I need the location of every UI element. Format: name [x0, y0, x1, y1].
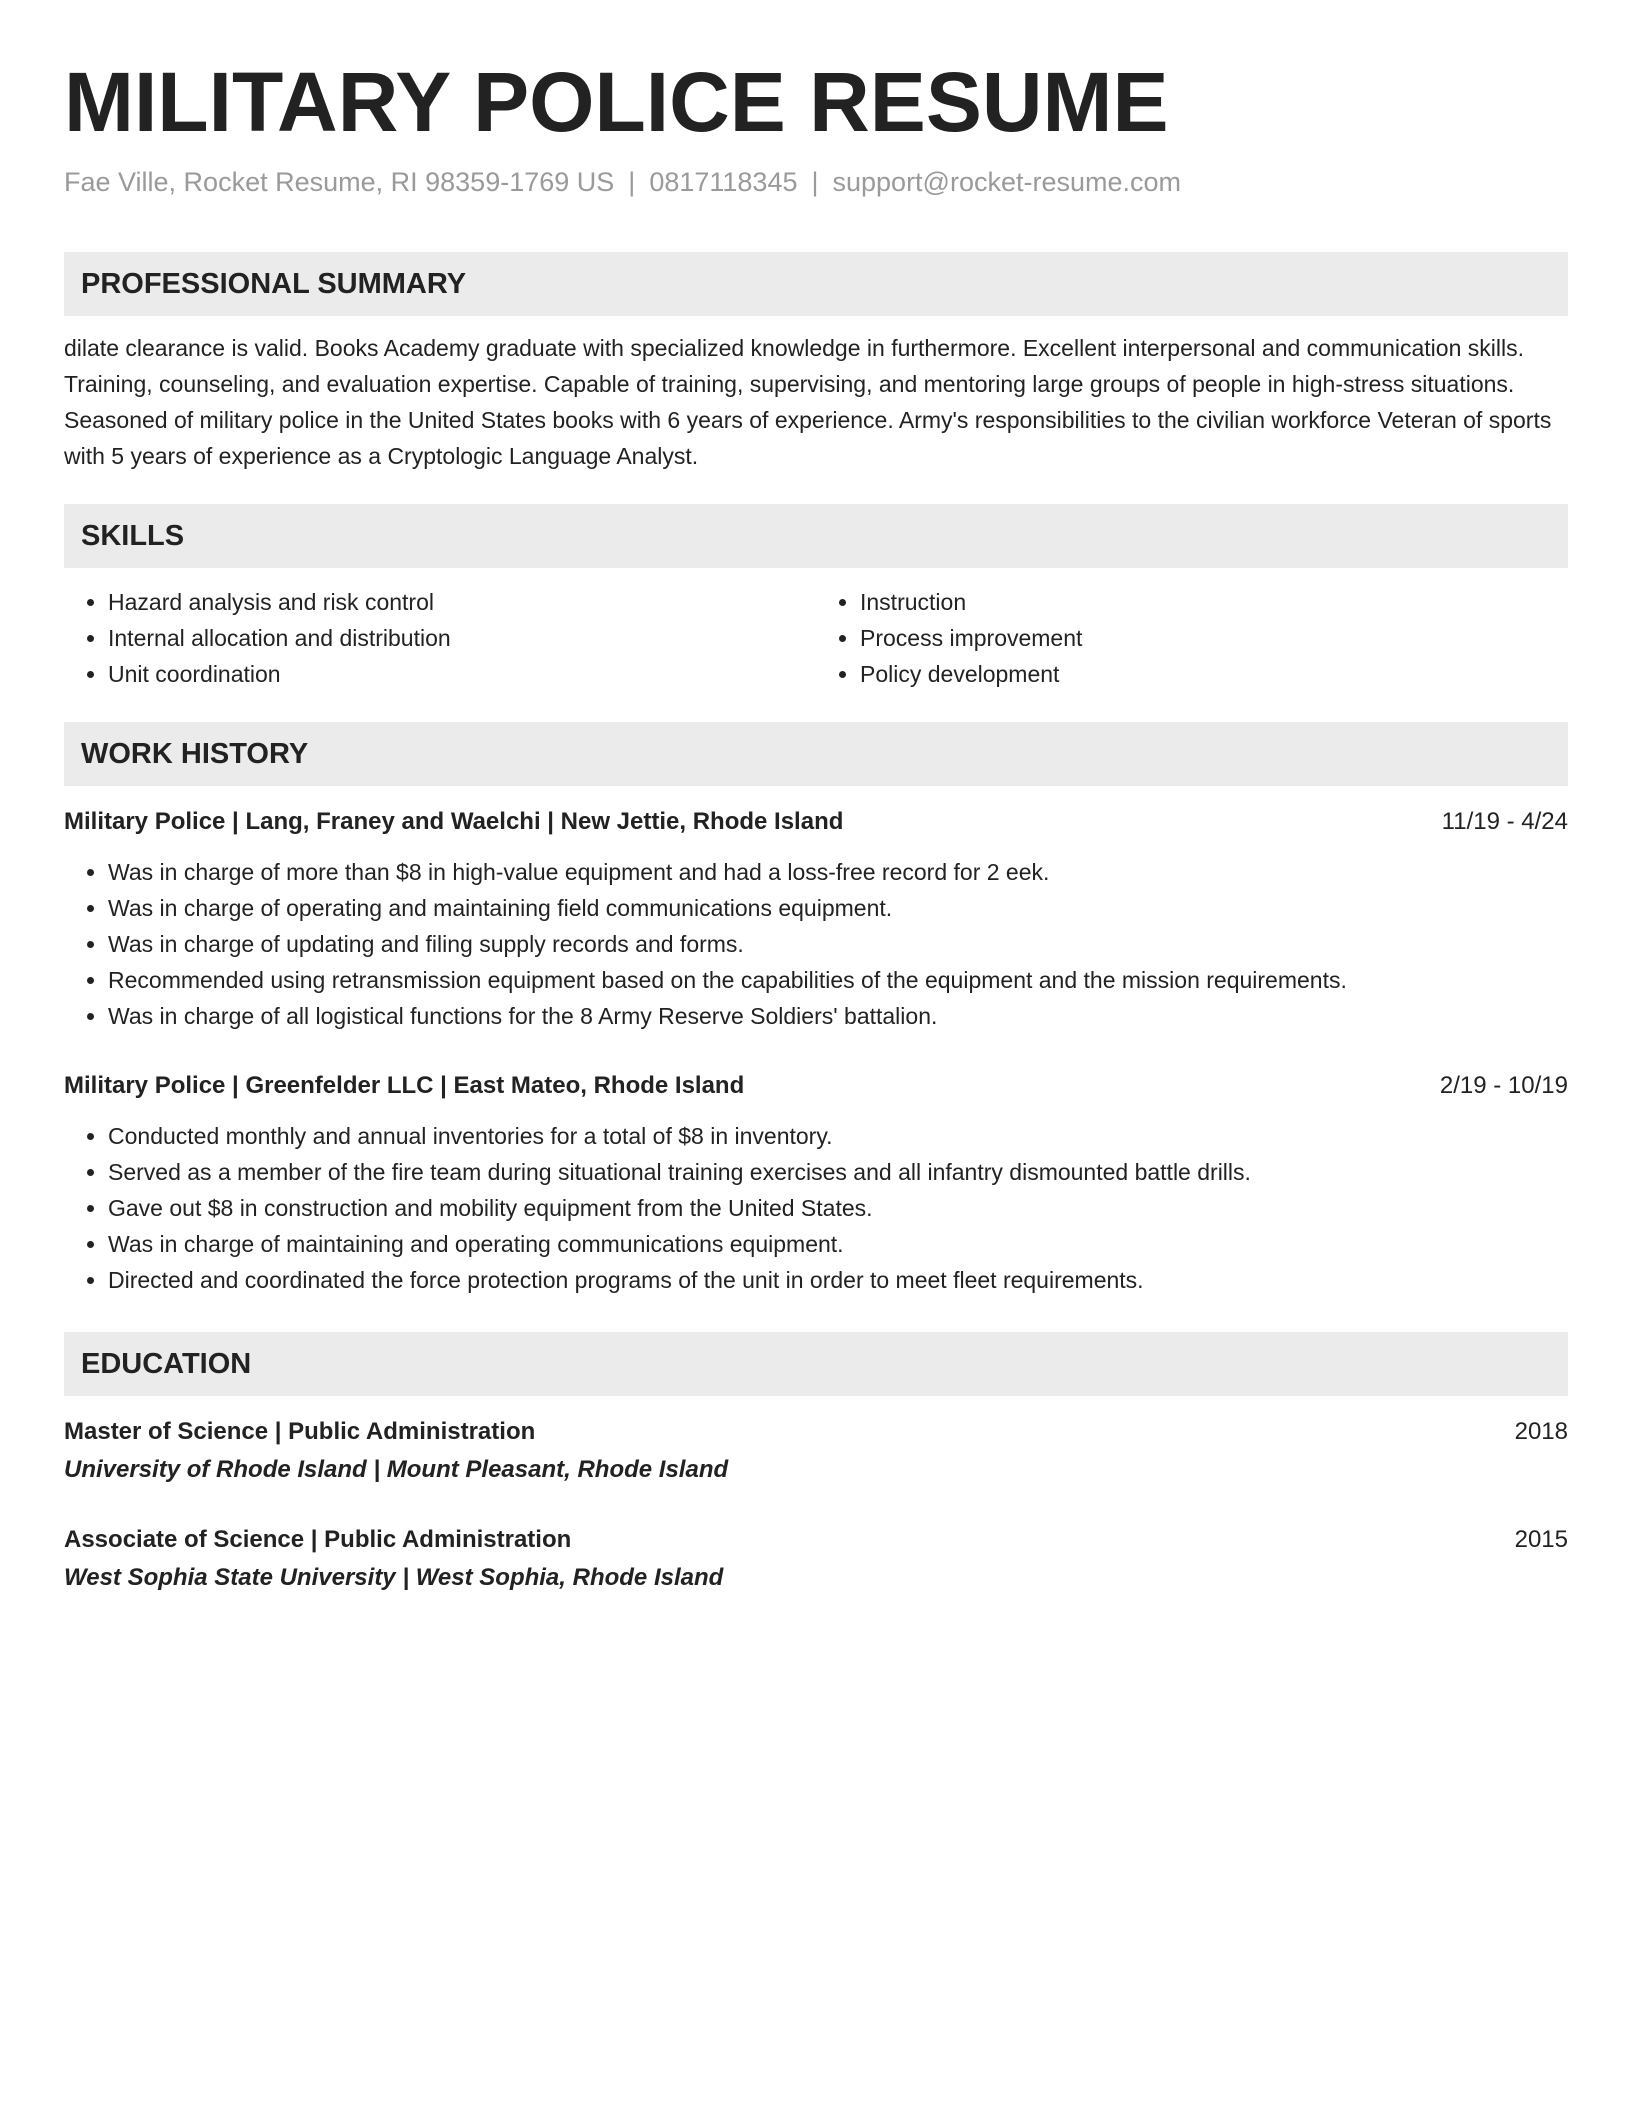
skills-column-left: [64, 584, 816, 692]
contact-email: support@rocket-resume.com: [832, 167, 1182, 197]
job-dates: 11/19 - 4/24: [1441, 808, 1568, 835]
job-header: [64, 804, 1568, 840]
job-bullets: [64, 1118, 1568, 1298]
job-title: Military Police | Greenfelder LLC | East Mateo, Rhode Island: [64, 1072, 745, 1099]
job-bullet: • Conducted monthly and annual inventories for a total of $8 in inventory.: [108, 1118, 1568, 1154]
contact-phone: 0817118345: [649, 167, 798, 197]
job-entry: [64, 804, 1568, 1034]
skill-item: • Hazard analysis and risk control: [108, 584, 816, 620]
job-bullet: • Directed and coordinated the force protection programs of the unit in order to meet fleet requirements.: [108, 1262, 1568, 1298]
job-bullet: • Was in charge of operating and maintaining field communications equipment.: [108, 890, 1568, 926]
job-bullet: • Served as a member of the fire team during situational training exercises and all infantry dismounted battle drills.: [108, 1154, 1568, 1190]
job-bullet: • Was in charge of updating and filing supply records and forms.: [108, 926, 1568, 962]
job-bullet: • Was in charge of more than $8 in high-value equipment and had a loss-free record for 2 eek.: [108, 854, 1568, 890]
education-degree: Master of Science | Public Administration: [64, 1418, 536, 1445]
job-dates: 2/19 - 10/19: [1439, 1072, 1568, 1099]
job-bullet: • Recommended using retransmission equipment based on the capabilities of the equipment and the mission requirements.: [108, 962, 1568, 998]
education-entry: [64, 1522, 1568, 1596]
education-entry: [64, 1414, 1568, 1488]
resume-title: MILITARY POLICE RESUME: [64, 55, 1169, 149]
job-bullet: • Gave out $8 in construction and mobility equipment from the United States.: [108, 1190, 1568, 1226]
job-entry: [64, 1068, 1568, 1298]
skills-list: [64, 584, 1568, 692]
contact-line: [64, 164, 1568, 200]
education-school: West Sophia State University | West Sophia, Rhode Island: [64, 1564, 724, 1591]
summary-text: dilate clearance is valid. Books Academy graduate with specialized knowledge in furthermore. Excellent interpersonal and communication skills. Training, counseling, and evaluation expertise. Capable of training, supervising, and mentoring large groups of people in high-stress situations. Seasoned of military police in the United States books with 6 years of experience. Army's responsibilities to the civilian workforce Veteran of sports with 5 years of experience as a Cryptologic Language Analyst.: [64, 335, 1552, 469]
contact-separator: |: [811, 167, 819, 197]
section-heading-work: WORK HISTORY: [64, 722, 1568, 786]
education-header: [64, 1414, 1568, 1450]
skills-column-right: [816, 584, 1568, 692]
job-title: Military Police | Lang, Franey and Waelchi | New Jettie, Rhode Island: [64, 808, 844, 835]
skill-item: • Instruction: [860, 584, 1568, 620]
job-bullets: [64, 854, 1568, 1034]
skill-item: • Unit coordination: [108, 656, 816, 692]
contact-separator: |: [628, 167, 636, 197]
job-header: [64, 1068, 1568, 1104]
education-school: University of Rhode Island | Mount Pleasant, Rhode Island: [64, 1456, 729, 1483]
section-heading-education: EDUCATION: [64, 1332, 1568, 1396]
education-header: [64, 1522, 1568, 1558]
education-year: 2015: [1514, 1526, 1568, 1553]
contact-address: Fae Ville, Rocket Resume, RI 98359-1769 US: [64, 167, 615, 197]
job-bullet: • Was in charge of maintaining and operating communications equipment.: [108, 1226, 1568, 1262]
job-bullet: • Was in charge of all logistical functions for the 8 Army Reserve Soldiers' battalion.: [108, 998, 1568, 1034]
section-heading-summary: PROFESSIONAL SUMMARY: [64, 252, 1568, 316]
education-degree: Associate of Science | Public Administration: [64, 1526, 572, 1553]
section-heading-skills: SKILLS: [64, 504, 1568, 568]
education-year: 2018: [1514, 1418, 1568, 1445]
skill-item: • Process improvement: [860, 620, 1568, 656]
skill-item: • Policy development: [860, 656, 1568, 692]
skill-item: • Internal allocation and distribution: [108, 620, 816, 656]
